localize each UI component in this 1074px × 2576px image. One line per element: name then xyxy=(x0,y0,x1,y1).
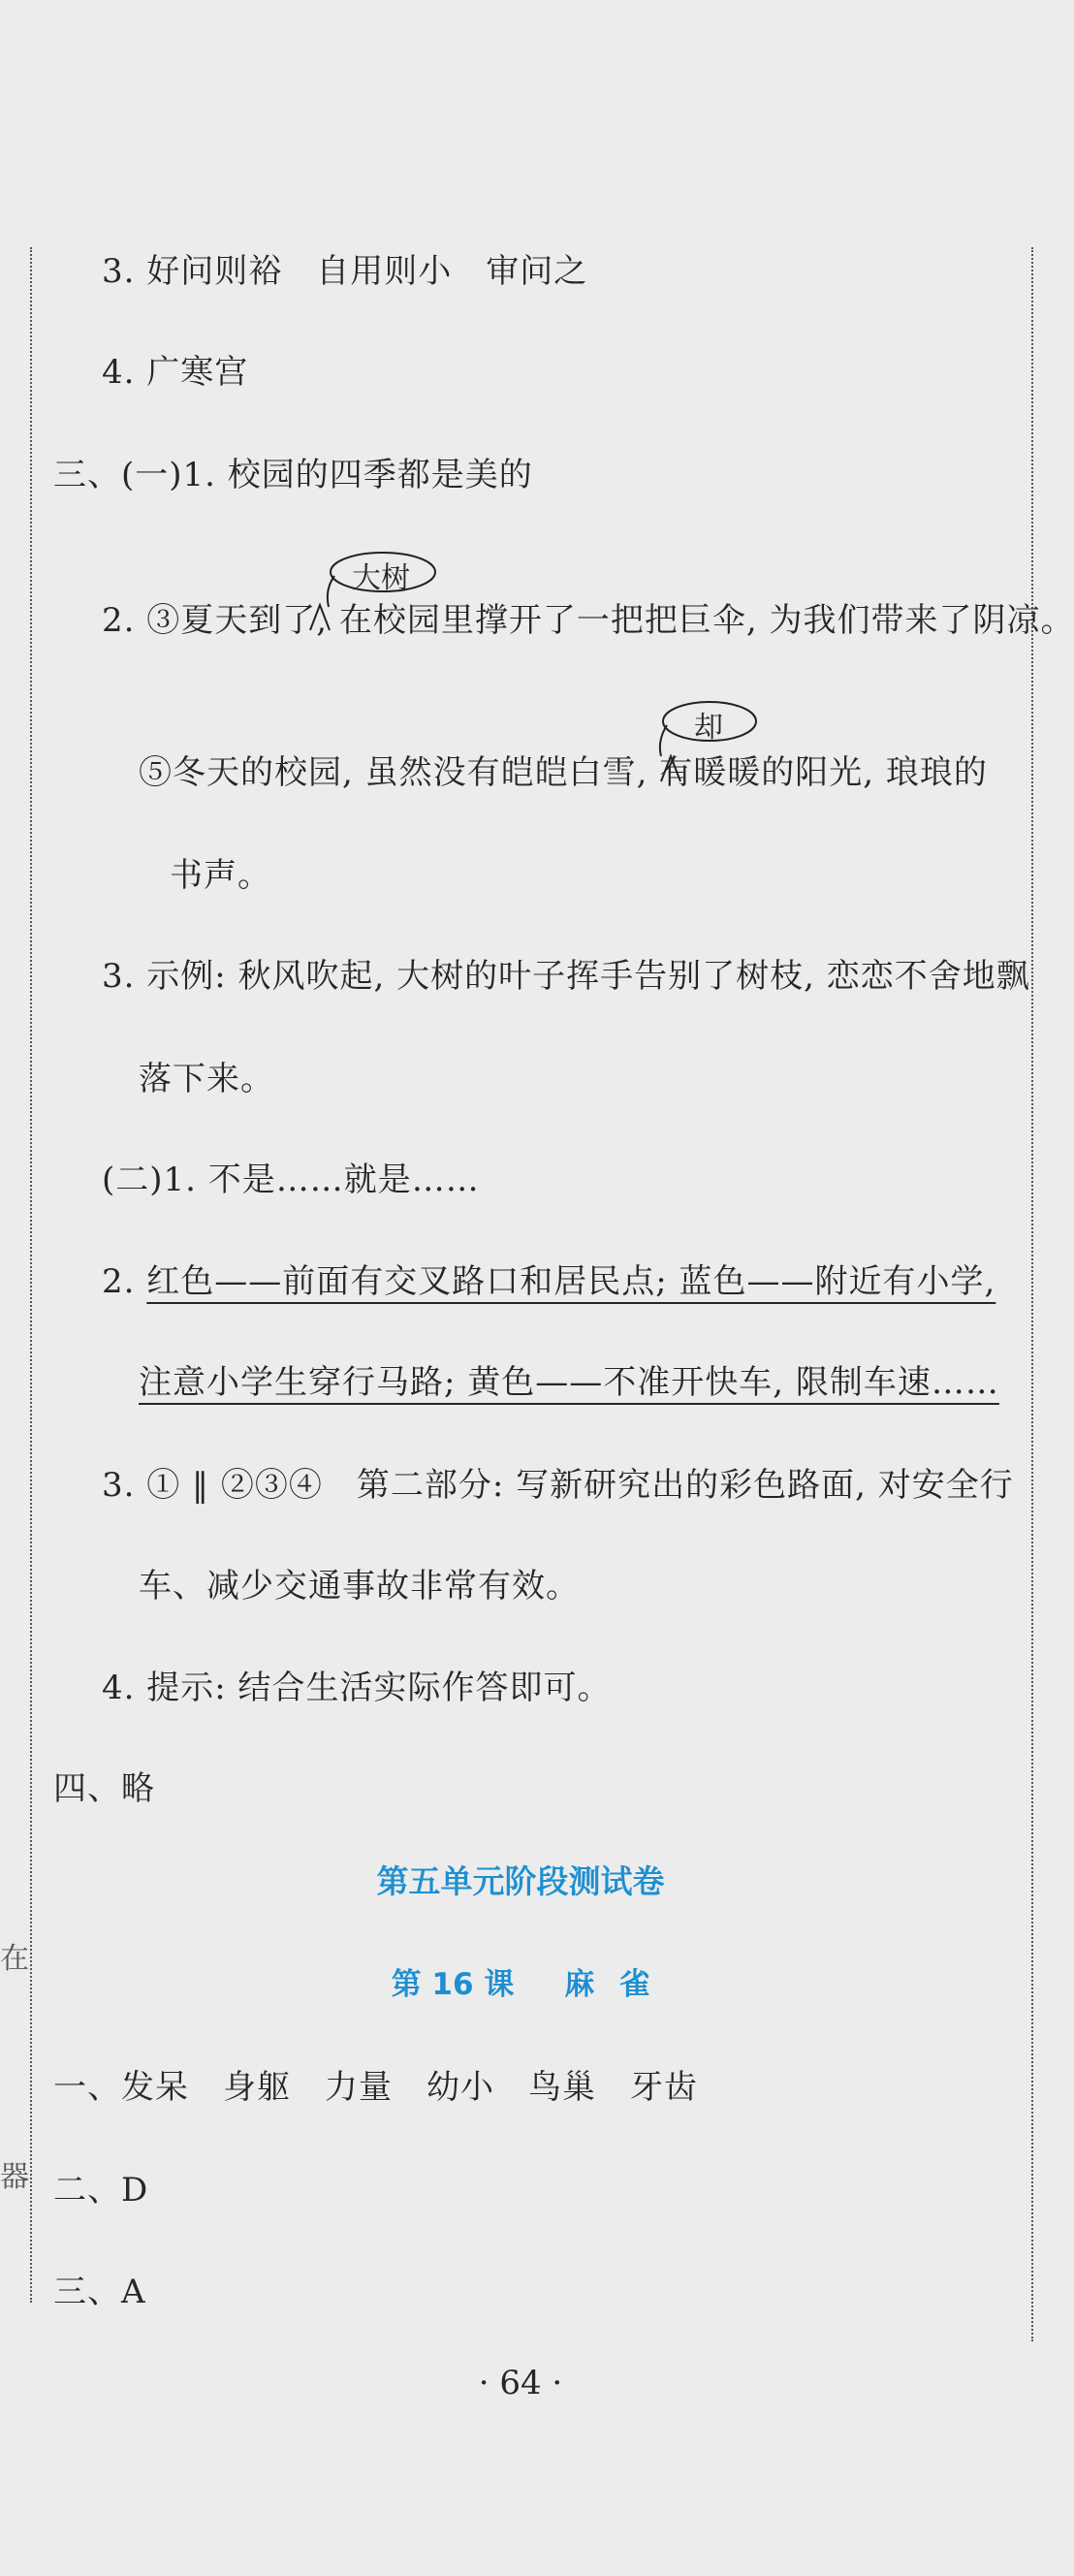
answer-line: 2. ③夏天到了, 在校园里撑开了一把把巨伞, 为我们带来了阴凉。 xyxy=(102,601,1074,640)
unit-title: 第五单元阶段测试卷 xyxy=(376,1862,665,1900)
lesson-name: 雀 xyxy=(619,1967,650,2002)
underlined-answer: 红色——前面有交叉路口和居民点; 蓝色——附近有小学, xyxy=(146,1262,996,1301)
answer-line: 3. 好问则裕 自用则小 审问之 xyxy=(102,252,588,291)
answer-line: 3. ① ‖ ②③④ 第二部分: 写新研究出的彩色路面, 对安全行 xyxy=(102,1466,1014,1505)
lesson-title xyxy=(0,1959,1041,2003)
margin-fragment: 器 xyxy=(0,2160,29,2194)
lesson-number: 第 16 课 xyxy=(391,1967,515,2002)
answer-line: 4. 提示: 结合生活实际作答即可。 xyxy=(102,1669,612,1707)
right-dotted-border xyxy=(1031,247,1033,2341)
section-line: (二)1. 不是……就是…… xyxy=(102,1161,480,1199)
underlined-answer: 注意小学生穿行马路; 黄色——不准开快车, 限制车速…… xyxy=(139,1363,999,1402)
section-line: 一、发呆 身躯 力量 幼小 鸟巢 牙齿 xyxy=(53,2068,698,2107)
answer-line: 书声。 xyxy=(170,856,271,895)
insert-text: 大树 xyxy=(352,561,410,595)
caret-mark xyxy=(659,750,682,787)
answer-line: ⑤冬天的校园, 虽然没有皑皑白雪, 有暖暖的阳光, 琅琅的 xyxy=(139,753,988,792)
page-number: · 64 · xyxy=(478,2364,563,2402)
answer-line: 3. 示例: 秋风吹起, 大树的叶子挥手告别了树枝, 恋恋不舍地飘 xyxy=(102,957,1030,996)
caret-mark xyxy=(308,599,332,636)
answer-line: 落下来。 xyxy=(139,1060,274,1098)
lesson-name: 麻 xyxy=(564,1967,595,2002)
item-number: 2. xyxy=(102,1262,147,1301)
answer-line: 4. 广寒宫 xyxy=(102,353,249,392)
answer-line: 车、减少交通事故非常有效。 xyxy=(139,1567,580,1606)
section-line: 三、(一)1. 校园的四季都是美的 xyxy=(53,456,533,494)
section-line: 二、D xyxy=(53,2171,149,2210)
margin-fragment: 在 xyxy=(0,1942,29,1976)
section-line: 四、略 xyxy=(53,1769,155,1808)
answer-line xyxy=(102,1255,995,1302)
section-line: 三、A xyxy=(53,2273,146,2311)
insert-text: 却 xyxy=(694,711,723,745)
